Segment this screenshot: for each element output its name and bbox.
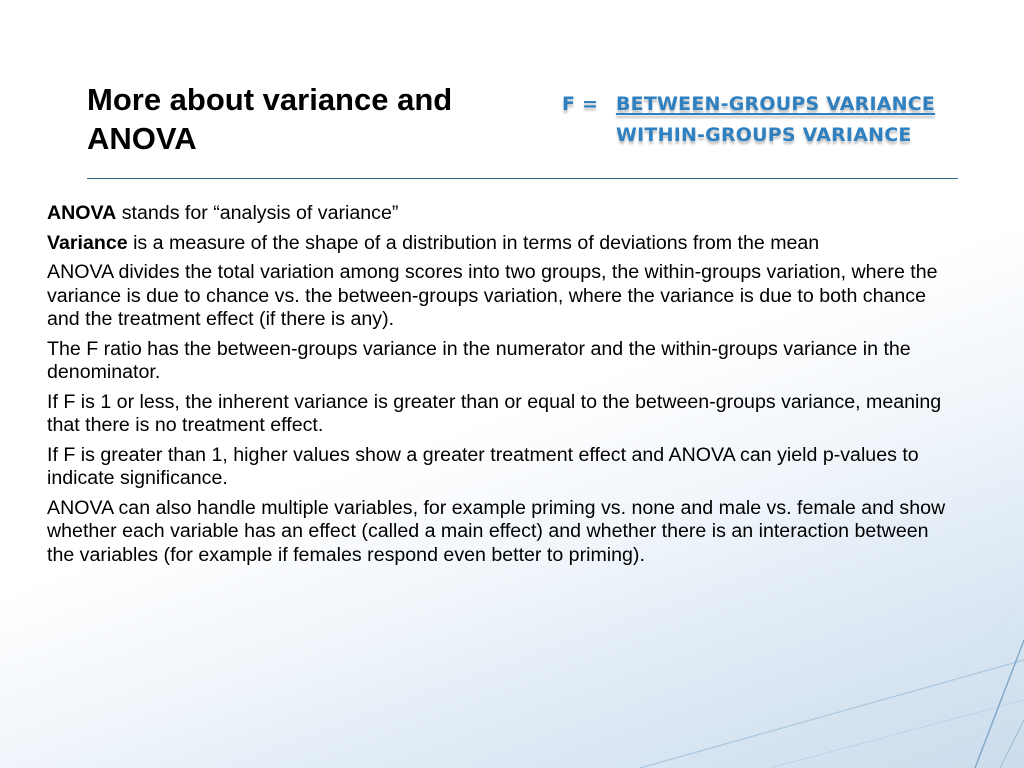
paragraph-multiple-variables [47, 497, 959, 568]
term-variance: Variance [47, 231, 128, 254]
title-divider [87, 178, 958, 179]
formula-denominator: WITHIN-GROUPS VARIANCE [616, 124, 912, 146]
term-anova: ANOVA [47, 202, 117, 224]
paragraph-f-ratio [47, 338, 959, 385]
formula-numerator: BETWEEN-GROUPS VARIANCE [616, 93, 936, 115]
paragraph-text: The F ratio has the between-groups variance in the numerator and the within-groups variance in the denominator. [47, 337, 911, 383]
slide-title-line-1: More about variance and [87, 82, 453, 117]
paragraph-variation-groups [47, 261, 959, 332]
formula-label: F = [562, 93, 599, 115]
paragraph-f-one-or-less [47, 391, 959, 438]
paragraph-text: stands for “analysis of variance” [116, 202, 399, 224]
slide-title-line-2: ANOVA [87, 121, 197, 156]
paragraph-anova-definition [47, 202, 959, 226]
slide-title [87, 80, 547, 158]
paragraph-text: If F is 1 or less, the inherent variance is greater than or equal to the between-groups variance, meaning that there is no treatment effect. [47, 390, 942, 436]
paragraph-f-greater-than-one [47, 444, 959, 491]
slide-body [47, 202, 959, 573]
paragraph-text: If F is greater than 1, higher values show a greater treatment effect and ANOVA can yield p-values to indicate significance. [47, 443, 919, 489]
paragraph-variance-definition [47, 232, 959, 256]
paragraph-text: ANOVA can also handle multiple variables, for example priming vs. none and male vs. female and show whether each variable has an effect (called a main effect) and whether there is an interaction between the variables (for example if females respond even better to priming). [47, 496, 946, 566]
paragraph-text: ANOVA divides the total variation among scores into two groups, the within-groups variation, where the variance is due to chance vs. the between-groups variation, where the variance is due to both chance and the treatment effect (if there is any). [47, 261, 938, 330]
paragraph-text: is a measure of the shape of a distribution in terms of deviations from the mean [127, 231, 820, 254]
